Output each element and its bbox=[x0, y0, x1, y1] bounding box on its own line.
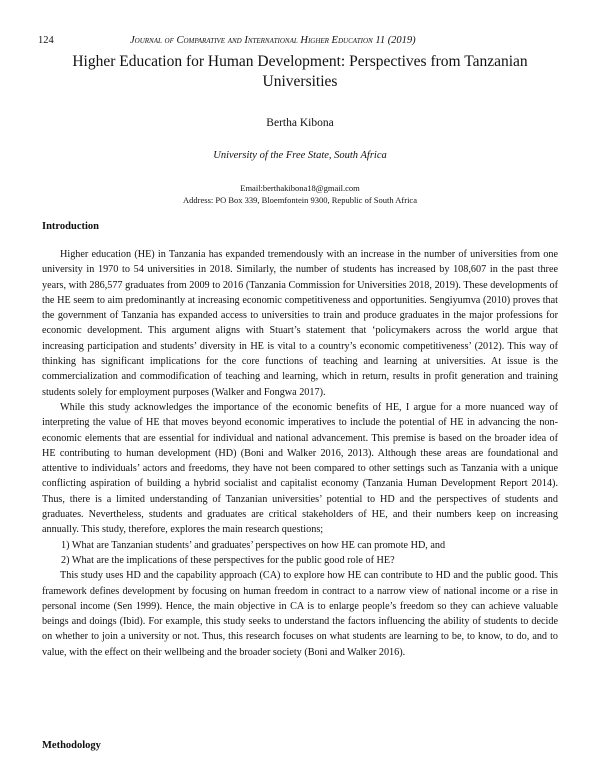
article-title: Higher Education for Human Development: Perspectives from Tanzanian Universities bbox=[72, 53, 528, 90]
research-question: 1) What are Tanzanian students’ and graduates’ perspectives on how HE can promote HD, and bbox=[61, 539, 446, 551]
research-questions bbox=[42, 538, 558, 569]
methodology-heading: Methodology bbox=[42, 740, 101, 751]
introduction-body bbox=[42, 247, 558, 660]
research-question: 2) What are the implications of these perspectives for the public good role of HE? bbox=[61, 554, 395, 566]
paragraph: Higher education (HE) in Tanzania has expanded tremendously with an increase in the number of universities from one university in 1970 to 54 universities in 2018. Similarly, the number of students has increased by 108,607 in the past three years, with 286,577 graduates from 2009 to 2016 (Tanzania Commission for Universities 2018, 2019). These developments of the HE seem to aim predominantly at increasing economic competitiveness and opportunities. Sengiyumva (2010) proves that the government of Tanzania has expanded access to universities to train and produce graduates in the major professions for economic development. This argument aligns with Stuart’s statement that ‘policymakers across the world argue that increasing participation and students’ diversity in HE is vital to a country’s economic competitiveness’ (2012). This way of thinking has significant implications for the core functions of teaching and learning at universities. At issue is the commercialization and commodification of teaching and learning, which in return, results in profit generation and training students solely for employment purposes (Walker and Fongwa 2017). bbox=[42, 249, 558, 398]
paragraph: While this study acknowledges the importance of the economic benefits of HE, I argue for a more nuanced way of interpreting the value of HE that moves beyond economic imperatives to include the potential of HE in advancing the non-economic elements that are essential for individual and national advancement. This premise is based on the broader idea of HE contributing to human development (HD) (Boni and Walker 2016, 2013). Although these areas are foundational and attentive to individuals’ actors and freedoms, they have not been compared to other settings such as Tanzania with a unique conflicting aspiration of building a hybrid socialist and capitalist economy (Tanzania Human Development Report 2014). Thus, there is a limited understanding of Tanzanian universities’ potential to HD and the perspectives of students and graduates. Nevertheless, students and graduates are critical stakeholders of HE, and their numbers keep on increasing annually. This study, therefore, explores the main research questions; bbox=[42, 401, 558, 536]
page-number: 124 bbox=[38, 35, 54, 46]
paragraph: This study uses HD and the capability approach (CA) to explore how HE can contribute to HD and the public good. This framework defines development by focusing on human freedom in contract to a narrow view of national income or a rise in personal income (Sen 1999). Hence, the main objective in CA is to enlarge people’s freedom so they can achieve valuable beings and doings (Ibid). For example, this study seeks to understand the factors influencing the ability of students to decide on whether to join a university or not. Thus, this research focuses on what students are learning to be, to know, to do, and to value, with the effect on their wellbeing and the broader society (Boni and Walker 2016). bbox=[42, 570, 558, 658]
running-header bbox=[38, 34, 562, 48]
author-name: Bertha Kibona bbox=[266, 117, 334, 129]
journal-name: Journal of Comparative and International Higher Education 11 (2019) bbox=[130, 35, 416, 46]
author-affiliation: University of the Free State, South Africa bbox=[213, 150, 387, 161]
author-address: Address: PO Box 339, Bloemfontein 9300, Republic of South Africa bbox=[183, 195, 417, 205]
introduction-heading: Introduction bbox=[42, 221, 99, 232]
author-email: Email:berthakibona18@gmail.com bbox=[240, 183, 360, 193]
